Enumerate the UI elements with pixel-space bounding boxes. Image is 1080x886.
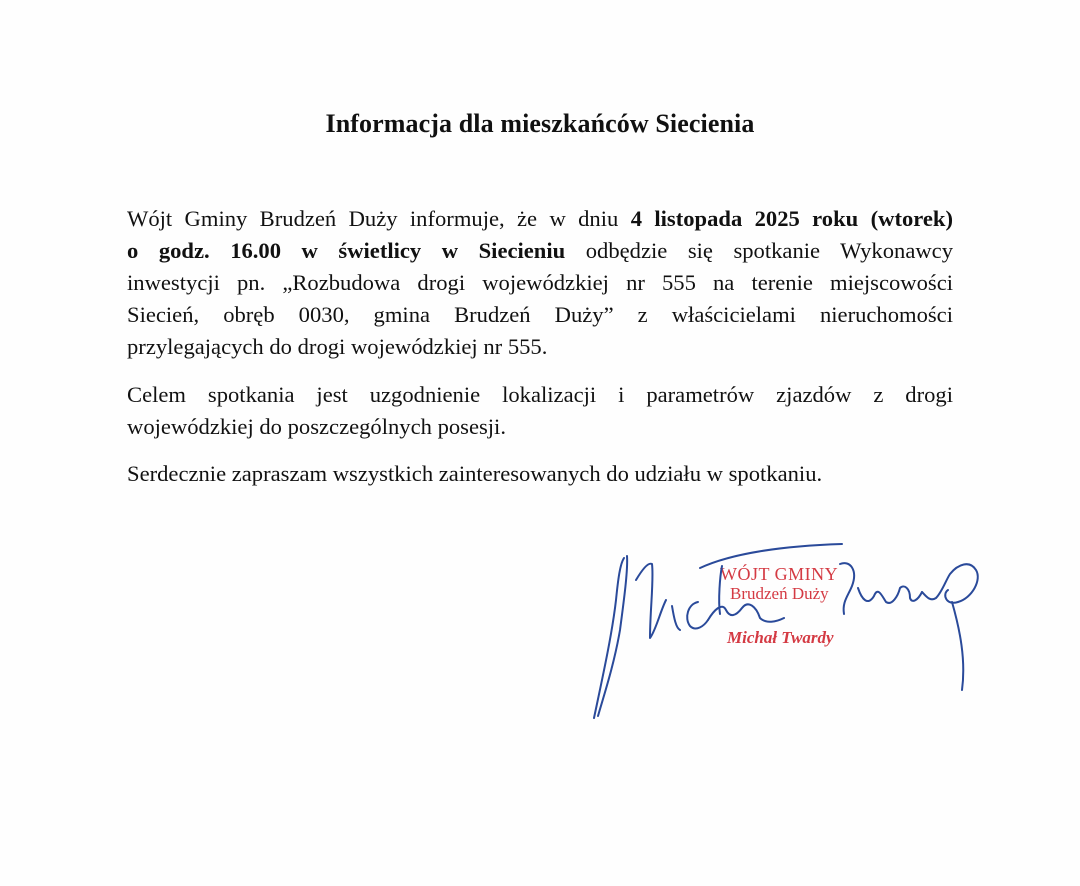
- paragraph-line: Siecień, obręb 0030, gmina Brudzeń Duży” z właścicielami nieruchomości: [127, 302, 953, 327]
- handwritten-signature-icon: [580, 540, 1000, 720]
- stamp-title: WÓJT GMINY: [720, 564, 839, 584]
- signature-block: [580, 540, 1000, 720]
- text-segment: odbędzie się spotkanie Wykonawcy: [565, 238, 953, 263]
- stamp-municipality: Brudzeń Duży: [730, 584, 829, 603]
- text-segment: Wójt Gminy Brudzeń Duży informuje, że w dniu: [127, 206, 631, 231]
- document-title: Informacja dla mieszkańców Siecienia: [325, 109, 755, 138]
- paragraph-line: Celem spotkania jest uzgodnienie lokalizacji i parametrów zjazdów z drogi: [127, 382, 953, 407]
- paragraph-line: inwestycji pn. „Rozbudowa drogi wojewódzkiej nr 555 na terenie miejscowości: [127, 270, 953, 295]
- paragraph-line: [127, 235, 953, 267]
- paragraph-invitation: [127, 458, 953, 490]
- paragraph-line: Serdecznie zapraszam wszystkich zainteresowanych do udziału w spotkaniu.: [127, 461, 823, 486]
- stamp-name: Michał Twardy: [727, 628, 834, 647]
- meeting-time-place: o godz. 16.00 w świetlicy w Siecieniu: [127, 238, 566, 263]
- paragraph-line: wojewódzkiej do poszczególnych posesji.: [127, 414, 506, 439]
- paragraph-line: przylegających do drogi wojewódzkiej nr 555.: [127, 334, 548, 359]
- paragraph-announcement: [127, 203, 953, 363]
- paragraph-purpose: [127, 379, 953, 443]
- paragraph-line: [127, 203, 953, 235]
- meeting-date: 4 listopada 2025 roku (wtorek): [630, 206, 954, 231]
